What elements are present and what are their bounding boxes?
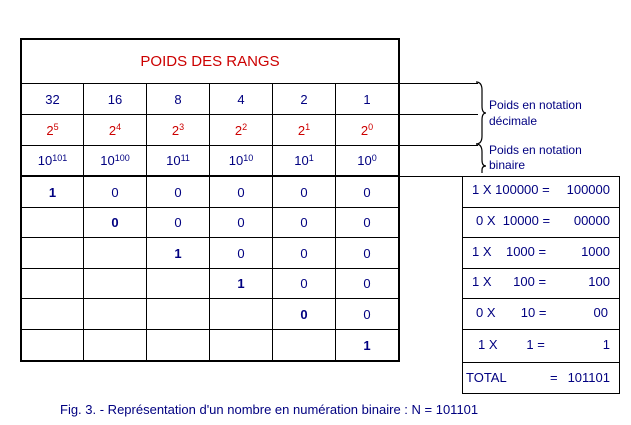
result-expression: 0 X 10000 = [476, 213, 551, 228]
table-title: POIDS DES RANGS [140, 53, 280, 70]
power-two-cell: 2 $^2$ [234, 122, 248, 138]
power-two-cell: 2 $^4$ [108, 122, 122, 138]
annotation-text: binaire [489, 158, 526, 172]
bit-cell: 0 [363, 184, 371, 200]
power-ten-cell: 10 $^1$ [294, 152, 314, 168]
bit-cell-significant: 0 [111, 215, 119, 230]
power-two-cell: 2 $^5$ [46, 122, 59, 138]
brace-icon [474, 80, 488, 176]
result-expression: 0 X 10 = [476, 305, 547, 320]
bit-cell: 0 [300, 184, 308, 200]
result-expression: 1 X 100000 = [472, 182, 550, 197]
bit-cell-significant: 1 [48, 184, 57, 200]
result-value: 100 [588, 274, 610, 289]
result-value: 1 [602, 337, 610, 352]
power-ten-cell: 10 $^0$ [357, 152, 377, 168]
bit-cell: 0 [363, 276, 371, 291]
bit-cell: 0 [174, 215, 182, 230]
annotation-text: Poids en notation [489, 143, 582, 157]
result-expression: 1 X 1 = [478, 337, 545, 352]
result-value: 00000 [573, 213, 610, 228]
weight-cell: 2 [300, 91, 308, 107]
result-value: 1000 [581, 244, 610, 259]
annotation-text: Poids en notation [489, 98, 582, 112]
weight-cell: 8 [174, 91, 182, 107]
decimal-annotation [489, 97, 582, 129]
bit-cell-significant: 1 [174, 245, 182, 261]
bit-cell: 0 [300, 215, 308, 230]
weight-cell: 16 [107, 91, 123, 107]
bit-cell: 0 [174, 184, 182, 200]
power-ten-cell: 10 $^{11}$ [166, 152, 190, 168]
bit-cell: 0 [363, 306, 371, 322]
binary-annotation [489, 143, 582, 173]
weight-cell: 4 [237, 91, 245, 107]
bit-cell: 0 [300, 276, 308, 291]
annotation-text: décimale [489, 114, 538, 128]
bit-cell: 0 [363, 215, 371, 230]
total-label: TOTAL [466, 370, 507, 385]
power-ten-cell: 10 $^{10}$ [228, 152, 254, 168]
power-ten-cell: 10 $^{100}$ [100, 152, 130, 168]
bit-cell: 0 [237, 215, 245, 230]
bit-cell-significant: 0 [300, 306, 308, 322]
result-value: 00 [593, 305, 608, 320]
bit-cell: 0 [363, 245, 371, 261]
power-two-cell: 2 $^3$ [171, 122, 185, 138]
power-ten-cell: 10 $^{101}$ [37, 152, 68, 168]
bit-cell: 0 [300, 245, 308, 261]
bit-cell: 0 [111, 184, 119, 200]
power-two-cell: 2 $^0$ [360, 122, 374, 138]
weight-cell: 1 [363, 91, 371, 107]
total-value: 101101 [567, 370, 610, 385]
bit-cell: 0 [237, 245, 245, 261]
result-expression: 1 X 100 = [472, 274, 547, 289]
result-value: 100000 [566, 182, 610, 197]
power-two-cell: 2 $^1$ [297, 122, 311, 138]
total-equals: = [550, 370, 558, 385]
figure-caption: Fig. 3. - Représentation d'un nombre en numération binaire : N = 101101 [60, 402, 479, 417]
bit-cell-significant: 1 [237, 276, 245, 291]
weight-cell: 32 [45, 91, 60, 107]
bit-cell-significant: 1 [363, 337, 371, 353]
result-expression: 1 X 1000 = [472, 244, 547, 259]
bit-cell: 0 [237, 184, 245, 200]
